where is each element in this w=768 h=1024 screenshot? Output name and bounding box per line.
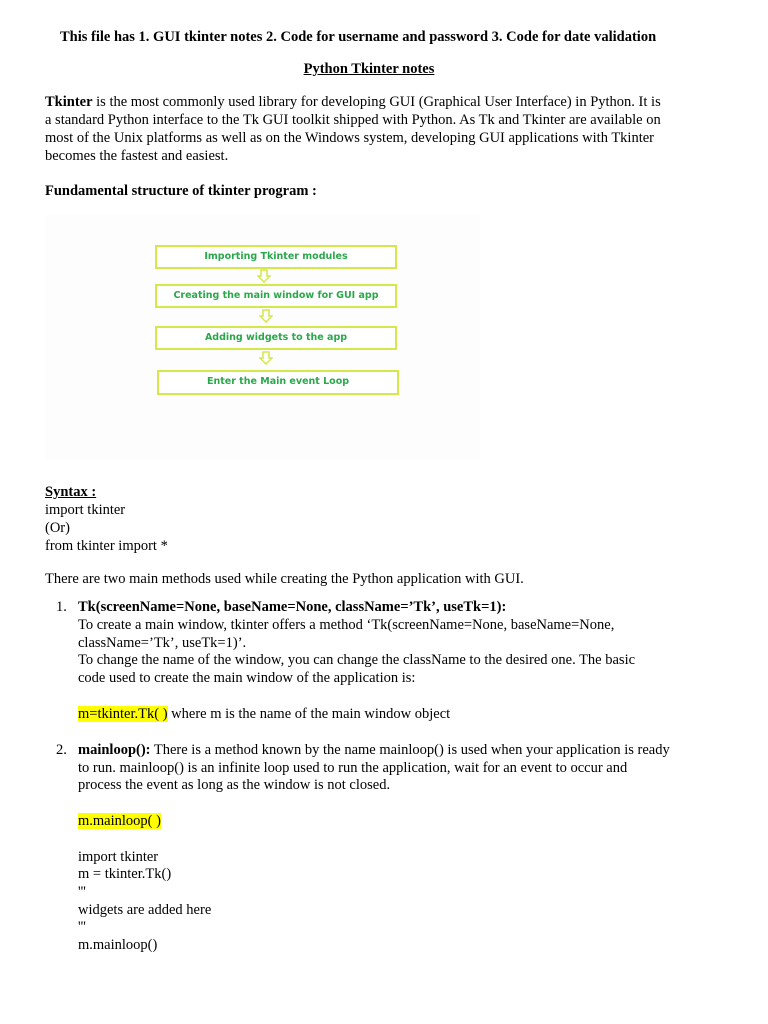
flow-step-widgets: Adding widgets to the app	[155, 326, 397, 350]
intro-text-1: is the most commonly used library for developing GUI (Graphical User Interface) in Python. It is	[92, 94, 661, 110]
syntax-line-3: from tkinter import *	[45, 538, 168, 554]
down-arrow-icon	[259, 351, 273, 365]
page-title: Python Tkinter notes	[303, 61, 435, 77]
code-line-3: '''	[78, 884, 86, 900]
code-line-2: m = tkinter.Tk()	[78, 866, 172, 882]
intro-line-2: a standard Python interface to the Tk GUI toolkit shipped with Python. As Tk and Tkinter are available on	[45, 112, 661, 128]
method-1-line-3: To change the name of the window, you can change the className to the desired one. The basic	[78, 652, 636, 668]
code-line-6: m.mainloop()	[78, 937, 158, 953]
syntax-line-1: import tkinter	[45, 502, 126, 518]
header-line: This file has 1. GUI tkinter notes 2. Code for username and password 3. Code for date validation	[60, 29, 657, 45]
intro-line-3: most of the Unix platforms as well as on the Windows system, developing GUI applications with Tkinter	[45, 130, 654, 146]
method-1-number: 1.	[56, 599, 67, 615]
structure-heading: Fundamental structure of tkinter program :	[45, 183, 317, 199]
syntax-heading: Syntax :	[45, 484, 97, 500]
method-1-line-2: className=’Tk’, useTk=1)’.	[78, 635, 247, 651]
method-2-line-0	[78, 741, 670, 759]
code-line-5: '''	[78, 919, 86, 935]
flow-step-mainloop: Enter the Main event Loop	[157, 370, 399, 395]
flowchart	[45, 215, 480, 460]
code-note: where m is the name of the main window object	[167, 706, 451, 722]
highlighted-code: m.mainloop( )	[78, 813, 161, 829]
method-1-line-1: To create a main window, tkinter offers a method ‘Tk(screenName=None, baseName=None,	[78, 617, 615, 633]
methods-intro: There are two main methods used while creating the Python application with GUI.	[45, 571, 524, 587]
flow-step-main-window: Creating the main window for GUI app	[155, 284, 397, 308]
method-2-code	[78, 812, 161, 830]
intro-term: Tkinter	[45, 94, 93, 110]
code-line-4: widgets are added here	[78, 902, 212, 918]
down-arrow-icon	[257, 269, 271, 283]
flow-step-import: Importing Tkinter modules	[155, 245, 397, 269]
method-2-line-1: to run. mainloop() is an infinite loop used to run the application, wait for an event to occur and	[78, 760, 628, 776]
method-2-number: 2.	[56, 742, 67, 758]
method-2-line-2: process the event as long as the window is not closed.	[78, 777, 391, 793]
down-arrow-icon	[259, 309, 273, 323]
method-1-line-4: code used to create the main window of the application is:	[78, 670, 416, 686]
highlighted-code: m=tkinter.Tk( )	[78, 706, 168, 722]
syntax-line-2: (Or)	[45, 520, 70, 536]
method-2-title: mainloop():	[78, 742, 151, 758]
code-line-1: import tkinter	[78, 849, 159, 865]
method-2-text: There is a method known by the name mainloop() is used when your application is ready	[150, 742, 670, 758]
intro-line-1	[45, 93, 661, 111]
method-1-code	[78, 705, 450, 723]
method-1-title: Tk(screenName=None, baseName=None, className=’Tk’, useTk=1):	[78, 599, 507, 615]
intro-line-4: becomes the fastest and easiest.	[45, 148, 229, 164]
